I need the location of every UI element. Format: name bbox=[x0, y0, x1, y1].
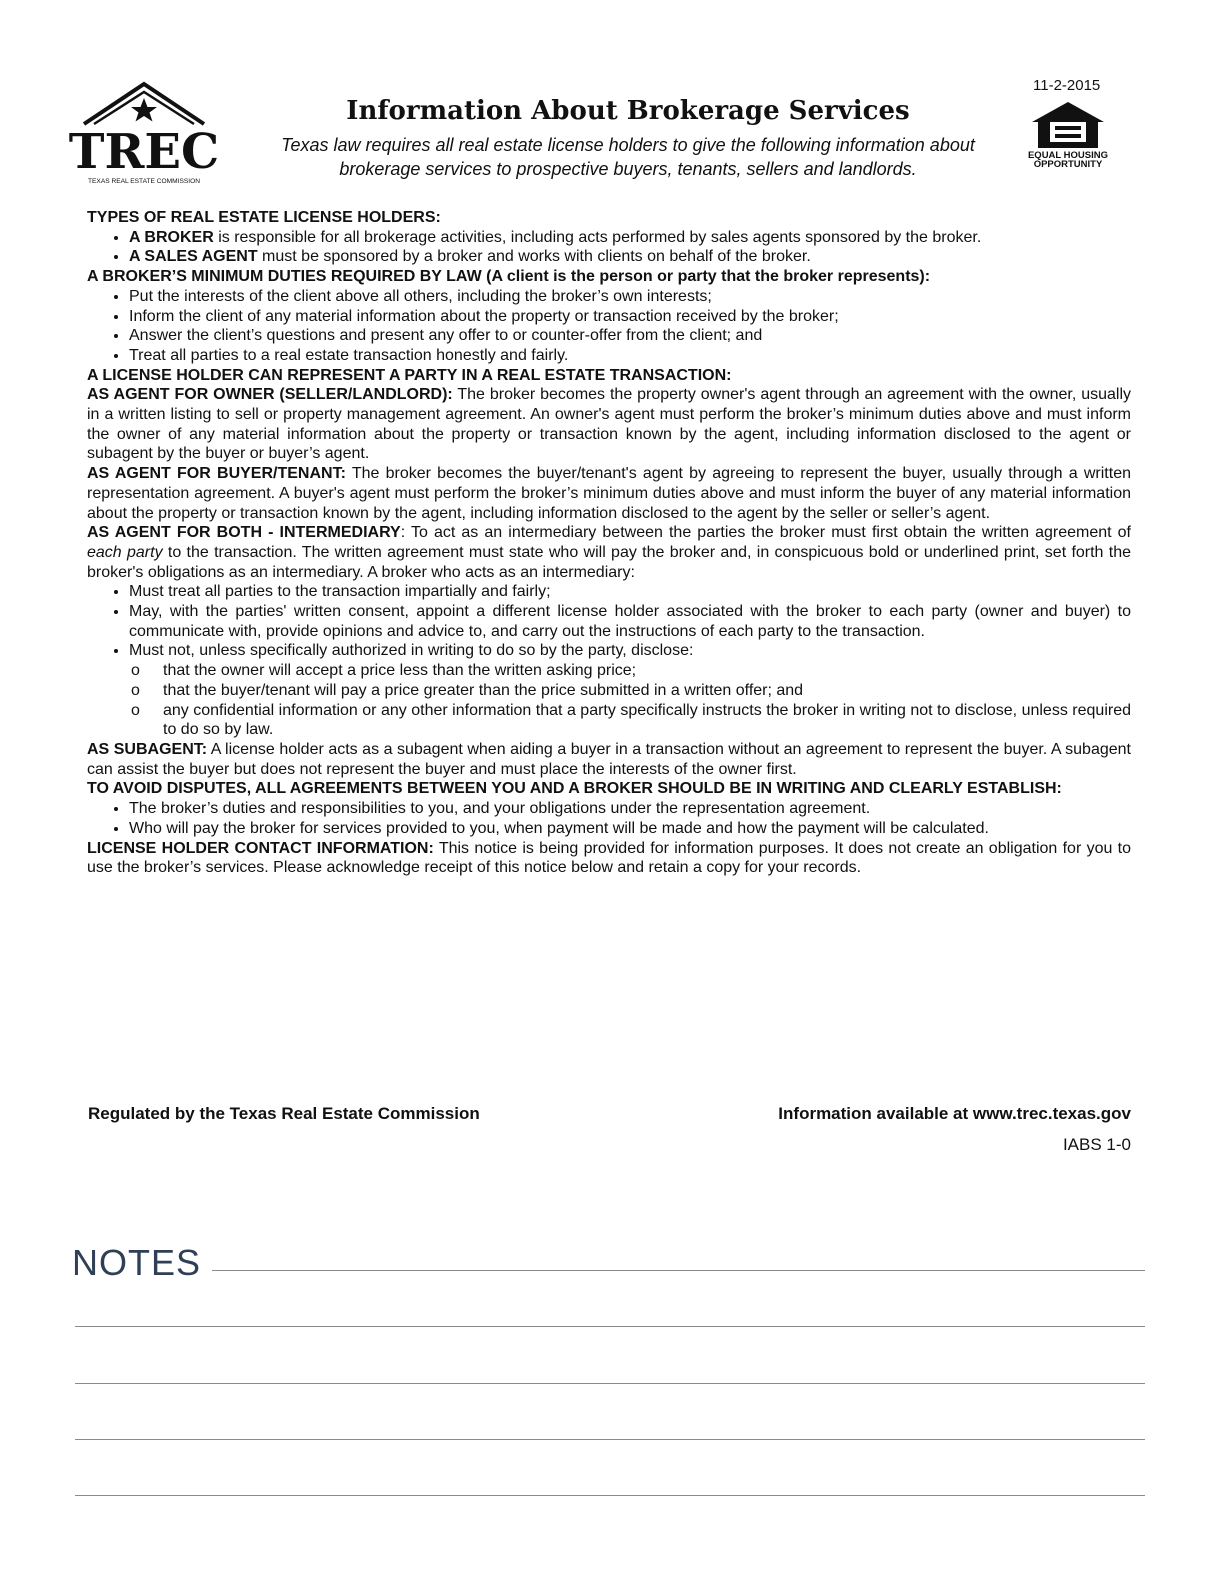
list-item: • Who will pay the broker for services provided to you, when payment will be made and how the payment will be calculated. bbox=[129, 819, 1131, 839]
intermediary-paragraph: AS AGENT FOR BOTH - INTERMEDIARY: To act as an intermediary between the parties the broker must first obtain the written agreement of each party to the transaction. The written agreement must state who will pay the broker and, in conspicuous bold or underlined print, set forth the broker's obligations as an intermediary. A broker who acts as an intermediary: bbox=[87, 524, 1132, 581]
document-title: Information About Brokerage Services bbox=[346, 96, 910, 126]
notes-line bbox=[75, 1383, 1145, 1384]
list-item: • Answer the client’s questions and present any offer to or counter-offer from the client; and bbox=[129, 326, 1131, 346]
list-item: • Inform the client of any material information about the property or transaction received by the broker; bbox=[129, 307, 1131, 327]
disclosure-sublist bbox=[129, 661, 1131, 740]
trec-logo bbox=[68, 80, 220, 188]
duties-list bbox=[87, 287, 1131, 366]
section-heading-represent: A LICENSE HOLDER CAN REPRESENT A PARTY IN A REAL ESTATE TRANSACTION: bbox=[87, 366, 732, 384]
document-body bbox=[87, 208, 1131, 878]
list-item: • May, with the parties' written consent, appoint a different license holder associated with the broker to each party (owner and buyer) to communicate with, provide opinions and advice to, and carry out the instructions of each party to the transaction. bbox=[129, 602, 1131, 641]
form-id: IABS 1-0 bbox=[1062, 1135, 1131, 1154]
buyer-agent-paragraph: AS AGENT FOR BUYER/TENANT: The broker becomes the buyer/tenant's agent by agreeing to represent the buyer, usually through a written representation agreement. A buyer's agent must perform the broker’s minimum duties above and must inform the buyer of any material information about the property or transaction known by the agent, including information disclosed to the agent by the seller or seller’s agent. bbox=[87, 465, 1131, 522]
svg-text:EQUAL HOUSING: EQUAL HOUSING bbox=[1027, 150, 1109, 161]
sublist-item: o that the owner will accept a price less than the written asking price; bbox=[163, 661, 1131, 681]
list-item: • A SALES AGENT must be sponsored by a broker and works with clients on behalf of the broker. bbox=[129, 247, 1131, 267]
svg-text:TEXAS REAL ESTATE COMMISSION: TEXAS REAL ESTATE COMMISSION bbox=[88, 178, 200, 185]
contact-paragraph: LICENSE HOLDER CONTACT INFORMATION: This notice is being provided for information purposes. It does not create an obligation for you to use the broker’s services. Please acknowledge receipt of this notice below and retain a copy for your records. bbox=[87, 839, 1131, 877]
section-heading-disputes: TO AVOID DISPUTES, ALL AGREEMENTS BETWEEN YOU AND A BROKER SHOULD BE IN WRITING AND CLEARLY ESTABLISH: bbox=[87, 780, 1062, 798]
notes-line bbox=[75, 1326, 1145, 1327]
notes-line bbox=[75, 1495, 1145, 1496]
list-item: • Put the interests of the client above all others, including the broker’s own interests; bbox=[129, 287, 1131, 307]
notes-title: NOTES bbox=[72, 1242, 202, 1283]
license-types-list bbox=[87, 228, 1131, 267]
sublist-item: o that the buyer/tenant will pay a price greater than the price submitted in a written offer; and bbox=[163, 681, 1131, 701]
list-item: • Treat all parties to a real estate transaction honestly and fairly. bbox=[129, 346, 1131, 366]
section-heading-types: TYPES OF REAL ESTATE LICENSE HOLDERS: bbox=[87, 209, 441, 226]
section-heading-duties: A BROKER’S MINIMUM DUTIES REQUIRED BY LAW (A client is the person or party that the broker represents): bbox=[87, 268, 931, 286]
list-item: • Must not, unless specifically authorized in writing to do so by the party, disclose: o that the owner will accept a price less than the written asking price; o that the buyer/tenant will pay a price greater than the price submitted in a written offer; and o any confidential information or any other information that a party specifically instructs the broker in writing not to disclose, unless required to do so by law. bbox=[129, 641, 1131, 740]
owner-agent-paragraph: AS AGENT FOR OWNER (SELLER/LANDLORD): The broker becomes the property owner's agent through an agreement with the owner, usually in a written listing to sell or property management agreement. An owner's agent must perform the broker’s minimum duties above and must inform the owner of any material information about the property or transaction known by the agent, including information disclosed to the agent or subagent by the buyer or buyer’s agent. bbox=[87, 386, 1131, 463]
subagent-paragraph: AS SUBAGENT: A license holder acts as a subagent when aiding a buyer in a transaction without an agreement to represent the buyer. A subagent can assist the buyer but does not represent the buyer and must place the interests of the owner first. bbox=[87, 740, 1131, 778]
form-date: 11-2-2015 bbox=[1033, 77, 1101, 94]
list-item: • A BROKER is responsible for all brokerage activities, including acts performed by sales agents sponsored by the broker. bbox=[129, 228, 1131, 248]
list-item: • Must treat all parties to the transaction impartially and fairly; bbox=[129, 582, 1131, 602]
sublist-item: o any confidential information or any other information that a party specifically instructs the broker in writing not to disclose, unless required to do so by law. bbox=[163, 701, 1131, 740]
svg-text:OPPORTUNITY: OPPORTUNITY bbox=[1033, 159, 1103, 170]
notes-line bbox=[212, 1270, 1145, 1271]
info-website-text: Information available at www.trec.texas.gov bbox=[778, 1104, 1131, 1123]
intermediary-list bbox=[87, 582, 1131, 740]
notes-line bbox=[75, 1439, 1145, 1440]
disputes-list bbox=[87, 799, 1131, 838]
star-icon bbox=[131, 98, 157, 122]
list-item: • The broker’s duties and responsibilities to you, and your obligations under the representation agreement. bbox=[129, 799, 1131, 819]
document-subtitle: Texas law requires all real estate license holders to give the following information about brokerage services to prospective buyers, tenants, sellers and landlords. bbox=[281, 135, 975, 179]
svg-text:TREC: TREC bbox=[68, 124, 220, 180]
regulated-by-text: Regulated by the Texas Real Estate Commission bbox=[88, 1104, 480, 1123]
equal-housing-icon bbox=[1027, 100, 1109, 170]
